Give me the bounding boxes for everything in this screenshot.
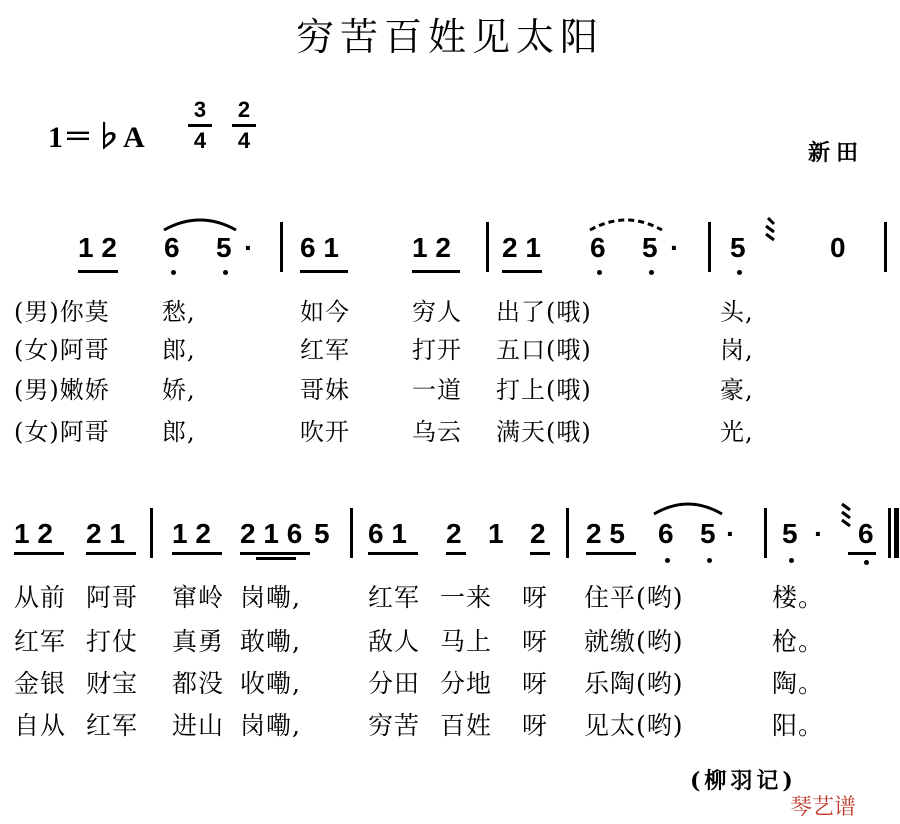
- author-name: 新田: [808, 140, 865, 166]
- note: 2 1 6: [240, 518, 303, 549]
- lyric: 哥妹: [300, 376, 350, 404]
- low-octave-dot: [707, 558, 712, 563]
- note: 2: [530, 518, 546, 549]
- lyric: 真勇: [172, 627, 225, 656]
- grace-mark: [760, 214, 780, 248]
- note-dot: ·: [814, 518, 824, 549]
- lyric: 从前: [14, 583, 67, 612]
- grace-mark: [836, 500, 856, 534]
- time-sig-line: [232, 124, 256, 127]
- lyric: 红军: [86, 711, 139, 740]
- note: 1 2: [78, 232, 117, 263]
- note: 6: [590, 232, 606, 263]
- lyric: (男)你莫: [14, 298, 110, 326]
- key-signature: 1＝♭A: [48, 121, 145, 154]
- lyric: 红军: [300, 336, 350, 364]
- note: 6: [164, 232, 180, 263]
- note: 2 1: [86, 518, 125, 549]
- underline: [848, 552, 876, 555]
- lyric: (女)阿哥: [14, 336, 110, 364]
- lyric: 愁,: [162, 298, 196, 326]
- lyric: (女)阿哥: [14, 418, 110, 446]
- low-octave-dot: [597, 270, 602, 275]
- underline: [86, 552, 136, 555]
- note-dot: ·: [726, 518, 736, 549]
- lyric: 阿哥: [86, 583, 139, 612]
- lyric: 郎,: [162, 336, 196, 364]
- lyric: 楼。: [772, 583, 825, 612]
- time-sig-top: 3: [193, 97, 207, 122]
- slur: [586, 212, 666, 234]
- low-octave-dot: [665, 558, 670, 563]
- lyric: 呀: [522, 627, 549, 656]
- lyric: 打开: [412, 336, 462, 364]
- lyric: 岗嘞,: [240, 711, 301, 740]
- lyric: 马上: [440, 627, 493, 656]
- lyric: 枪。: [772, 627, 825, 656]
- time-signature-2-4: [232, 98, 256, 153]
- lyric: 郎,: [162, 418, 196, 446]
- lyric: 如今: [300, 298, 350, 326]
- note-dot: ·: [244, 232, 254, 263]
- lyric: 敌人: [368, 627, 421, 656]
- bar-line: [884, 222, 887, 272]
- note: 5: [216, 232, 232, 263]
- lyric: 五口(哦): [496, 336, 592, 364]
- note: 2 5: [586, 518, 625, 549]
- lyric: 红军: [14, 627, 67, 656]
- low-octave-dot: [864, 560, 869, 565]
- note: 6 1: [300, 232, 339, 263]
- low-octave-dot: [789, 558, 794, 563]
- note: 1 2: [172, 518, 211, 549]
- lyric: 敢嘞,: [240, 627, 301, 656]
- lyric: 分地: [440, 669, 493, 698]
- underline: [368, 552, 418, 555]
- low-octave-dot: [737, 270, 742, 275]
- underline: [530, 552, 550, 555]
- lyric: 打上(哦): [496, 376, 592, 404]
- time-sig-line: [188, 124, 212, 127]
- lyric: 呀: [522, 583, 549, 612]
- lyric: 穷苦: [368, 711, 421, 740]
- lyric: 金银: [14, 669, 67, 698]
- lyric: 百姓: [440, 711, 493, 740]
- lyric: 呀: [522, 711, 549, 740]
- note: 6: [658, 518, 674, 549]
- lyric: 分田: [368, 669, 421, 698]
- lyric: 窜岭: [172, 583, 225, 612]
- note: 6: [858, 518, 874, 549]
- lyric: 乌云: [412, 418, 462, 446]
- bar-line: [150, 508, 153, 558]
- underline: [78, 270, 118, 273]
- underline: [14, 552, 64, 555]
- underline: [172, 552, 222, 555]
- note-rest: 0: [830, 232, 846, 263]
- lyric: 收嘞,: [240, 669, 301, 698]
- lyric: 岗,: [720, 336, 754, 364]
- lyric: 豪,: [720, 376, 754, 404]
- low-octave-dot: [223, 270, 228, 275]
- lyric: 一来: [440, 583, 493, 612]
- lyric: 都没: [172, 669, 225, 698]
- lyric: 住平(哟): [584, 583, 684, 612]
- lyric: (男)嫩娇: [14, 376, 110, 404]
- lyric: 就缴(哟): [584, 627, 684, 656]
- site-watermark: 琴艺谱: [790, 795, 857, 820]
- lyric: 满天(哦): [496, 418, 592, 446]
- lyric: 光,: [720, 418, 754, 446]
- note: 5: [314, 518, 330, 549]
- slur: [160, 212, 240, 234]
- lyric: 出了(哦): [496, 298, 592, 326]
- time-sig-bottom: 4: [237, 128, 251, 153]
- lyric: 见太(哟): [584, 711, 684, 740]
- underline: [446, 552, 466, 555]
- bar-line: [486, 222, 489, 272]
- lyric: 呀: [522, 669, 549, 698]
- note: 5: [782, 518, 798, 549]
- note: 2 1: [502, 232, 541, 263]
- bar-line: [566, 508, 569, 558]
- underline: [502, 270, 542, 273]
- underline: [240, 552, 310, 555]
- note: 1 2: [412, 232, 451, 263]
- lyric: 打仗: [86, 627, 139, 656]
- lyric: 乐陶(哟): [584, 669, 684, 698]
- note: 2: [446, 518, 462, 549]
- note: 1 2: [14, 518, 53, 549]
- low-octave-dot: [649, 270, 654, 275]
- time-signature-3-4: [188, 98, 212, 153]
- bar-line: [350, 508, 353, 558]
- time-sig-top: 2: [237, 97, 251, 122]
- lyric: 穷人: [412, 298, 462, 326]
- note: 5: [642, 232, 658, 263]
- underline: [586, 552, 636, 555]
- note: 1: [488, 518, 504, 549]
- lyric: 红军: [368, 583, 421, 612]
- song-title: 穷苦百姓见太阳: [295, 15, 604, 59]
- note-dot: ·: [670, 232, 680, 263]
- underline: [300, 270, 348, 273]
- time-sig-bottom: 4: [193, 128, 207, 153]
- final-bar-line-thick: [894, 508, 899, 558]
- note: 6 1: [368, 518, 407, 549]
- note: 5: [730, 232, 746, 263]
- lyric: 阳。: [772, 711, 825, 740]
- note: 5: [700, 518, 716, 549]
- double-underline: [256, 557, 296, 560]
- lyric: 岗嘞,: [240, 583, 301, 612]
- lyric: 陶。: [772, 669, 825, 698]
- slur: [650, 496, 726, 518]
- lyric: 自从: [14, 711, 67, 740]
- lyric: 头,: [720, 298, 754, 326]
- bar-line: [764, 508, 767, 558]
- low-octave-dot: [171, 270, 176, 275]
- transcriber-credit: (柳羽记): [690, 768, 797, 794]
- bar-line: [708, 222, 711, 272]
- lyric: 一道: [412, 376, 462, 404]
- bar-line: [280, 222, 283, 272]
- lyric: 财宝: [86, 669, 139, 698]
- lyric: 吹开: [300, 418, 350, 446]
- lyric: 进山: [172, 711, 225, 740]
- lyric: 娇,: [162, 376, 196, 404]
- underline: [412, 270, 460, 273]
- final-bar-line: [888, 508, 891, 558]
